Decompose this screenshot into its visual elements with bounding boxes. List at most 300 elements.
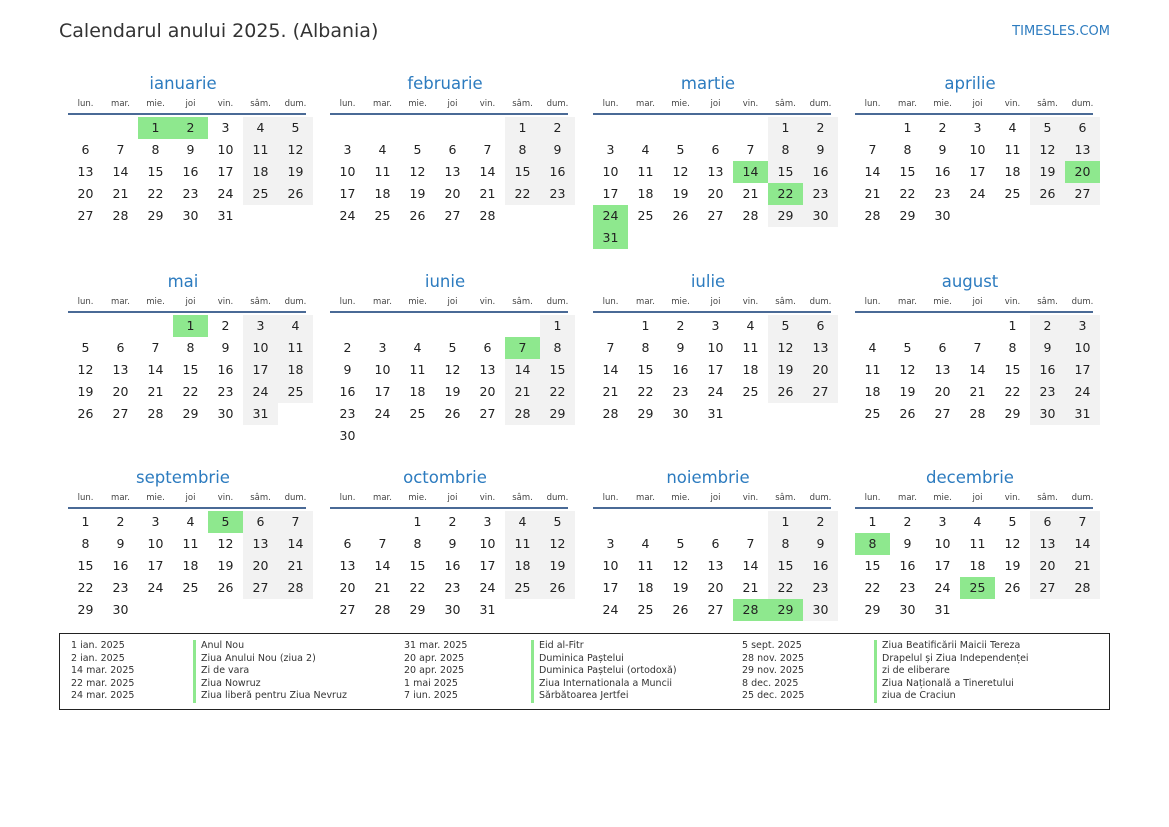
day-cell: 11	[637, 164, 654, 179]
day-cell: 4	[868, 340, 877, 355]
day-cell: 26	[217, 580, 234, 595]
day-cell: 27	[707, 208, 724, 223]
day-cell: 24	[1065, 381, 1100, 403]
day-cell: 27	[707, 602, 724, 617]
day-cell: 28	[479, 208, 496, 223]
day-cell: 28	[147, 406, 164, 421]
day-cell: 11	[742, 340, 759, 355]
weekday-label: sâm.	[1037, 493, 1058, 503]
day-cell: 20	[112, 384, 129, 399]
weekday-label: mar.	[898, 297, 917, 307]
day-grid	[593, 315, 831, 425]
weekday-label: vin.	[742, 99, 759, 109]
weekday-label: joi	[185, 493, 196, 503]
day-cell: 10	[934, 536, 951, 551]
day-cell: 1	[768, 511, 803, 533]
legend-date: 25 dec. 2025	[742, 690, 805, 701]
day-cell: 23	[112, 580, 129, 595]
legend-date: 1 ian. 2025	[71, 640, 125, 651]
day-cell: 27	[339, 602, 356, 617]
day-cell: 18	[637, 580, 654, 595]
weekday-label: lun.	[602, 99, 619, 109]
legend-holiday-name: Sărbătoarea Jertfei	[539, 690, 629, 701]
day-cell: 15	[147, 164, 164, 179]
day-cell: 19	[899, 384, 916, 399]
day-grid	[330, 117, 568, 227]
weekday-label: lun.	[77, 297, 94, 307]
day-cell: 3	[343, 142, 352, 157]
weekday-label: lun.	[602, 297, 619, 307]
day-cell: 23	[934, 186, 951, 201]
day-cell: 7	[1065, 511, 1100, 533]
day-cell: 19	[77, 384, 94, 399]
day-cell: 6	[711, 536, 720, 551]
weekday-header	[593, 293, 831, 313]
weekday-label: vin.	[217, 99, 234, 109]
holiday-day-cell: 25	[960, 577, 995, 599]
day-cell: 9	[1030, 337, 1065, 359]
day-cell: 9	[343, 362, 352, 377]
day-cell: 6	[116, 340, 125, 355]
day-cell: 13	[77, 164, 94, 179]
day-cell: 25	[409, 406, 426, 421]
month-name: martie	[680, 74, 736, 93]
weekday-label: dum.	[546, 297, 569, 307]
day-cell: 18	[505, 555, 540, 577]
site-link[interactable]: TIMESLES.COM	[1012, 24, 1110, 39]
day-cell: 12	[409, 164, 426, 179]
day-cell: 1	[540, 315, 575, 337]
day-cell: 18	[374, 186, 391, 201]
weekday-label: mie.	[671, 493, 690, 503]
day-cell: 6	[938, 340, 947, 355]
day-cell: 8	[1008, 340, 1017, 355]
weekday-label: mar.	[373, 297, 392, 307]
day-cell: 4	[243, 117, 278, 139]
day-cell: 27	[243, 577, 278, 599]
legend-holiday-name: Ziua Internationala a Muncii	[539, 677, 673, 689]
day-cell: 22	[182, 384, 199, 399]
day-cell: 24	[339, 208, 356, 223]
day-cell: 18	[243, 161, 278, 183]
day-cell: 25	[505, 577, 540, 599]
day-cell: 5	[676, 536, 685, 551]
weekday-label: mie.	[408, 493, 427, 503]
day-cell: 30	[182, 208, 199, 223]
weekday-label: dum.	[1071, 297, 1094, 307]
day-cell: 23	[444, 580, 461, 595]
legend-holiday-name: Anul Nou	[201, 640, 245, 651]
day-cell: 4	[278, 315, 313, 337]
day-cell: 5	[676, 142, 685, 157]
day-cell: 14	[742, 558, 759, 573]
day-cell: 10	[374, 362, 391, 377]
legend-date: 14 mar. 2025	[71, 665, 135, 676]
day-cell: 11	[505, 533, 540, 555]
weekday-label: joi	[185, 99, 196, 109]
day-cell: 14	[602, 362, 619, 377]
weekday-label: joi	[447, 297, 458, 307]
day-cell: 12	[217, 536, 234, 551]
weekday-label: sâm.	[512, 493, 533, 503]
day-cell: 29	[768, 205, 803, 227]
legend-dates-col-2	[404, 640, 467, 703]
day-cell: 29	[147, 208, 164, 223]
weekday-label: mie.	[671, 99, 690, 109]
day-cell: 5	[1008, 514, 1017, 529]
day-cell: 18	[969, 558, 986, 573]
day-cell: 26	[768, 381, 803, 403]
month-name: iulie	[690, 272, 726, 291]
day-cell: 15	[505, 161, 540, 183]
day-cell: 21	[864, 186, 881, 201]
day-cell: 2	[676, 318, 685, 333]
day-cell: 24	[934, 580, 951, 595]
weekday-label: dum.	[546, 493, 569, 503]
month-iulie	[585, 271, 831, 425]
weekday-label: vin.	[217, 297, 234, 307]
day-cell: 1	[81, 514, 90, 529]
day-cell: 4	[641, 536, 650, 551]
weekday-header	[330, 293, 568, 313]
legend-date: 20 apr. 2025	[404, 665, 465, 676]
day-cell: 14	[864, 164, 881, 179]
day-cell: 21	[479, 186, 496, 201]
day-cell: 20	[77, 186, 94, 201]
day-cell: 22	[77, 580, 94, 595]
day-cell: 4	[413, 340, 422, 355]
day-cell: 22	[505, 183, 540, 205]
holiday-day-cell: 22	[768, 183, 803, 205]
legend-holiday-name: Ziua Anului Nou (ziua 2)	[201, 652, 316, 664]
day-cell: 9	[540, 139, 575, 161]
day-cell: 30	[672, 406, 689, 421]
weekday-header	[68, 293, 306, 313]
day-cell: 4	[973, 514, 982, 529]
day-cell: 26	[1030, 183, 1065, 205]
weekday-label: dum.	[284, 297, 307, 307]
day-cell: 6	[448, 142, 457, 157]
day-cell: 21	[602, 384, 619, 399]
day-cell: 24	[707, 384, 724, 399]
day-cell: 22	[1004, 384, 1021, 399]
day-cell: 28	[505, 403, 540, 425]
day-cell: 25	[742, 384, 759, 399]
day-cell: 16	[217, 362, 234, 377]
day-grid	[855, 117, 1093, 227]
day-cell: 27	[112, 406, 129, 421]
day-cell: 16	[672, 362, 689, 377]
weekday-label: mie.	[933, 99, 952, 109]
day-cell: 7	[746, 536, 755, 551]
day-cell: 2	[221, 318, 230, 333]
day-cell: 11	[1004, 142, 1021, 157]
weekday-label: dum.	[1071, 493, 1094, 503]
day-cell: 15	[1004, 362, 1021, 377]
month-name: ianuarie	[149, 74, 217, 93]
day-cell: 1	[768, 117, 803, 139]
month-name: octombrie	[403, 468, 487, 487]
weekday-header	[330, 95, 568, 115]
day-cell: 20	[707, 186, 724, 201]
day-cell: 1	[641, 318, 650, 333]
day-cell: 21	[742, 186, 759, 201]
day-cell: 4	[378, 142, 387, 157]
day-cell: 5	[413, 142, 422, 157]
day-cell: 20	[339, 580, 356, 595]
weekday-label: vin.	[217, 493, 234, 503]
day-cell: 23	[217, 384, 234, 399]
day-cell: 7	[868, 142, 877, 157]
day-cell: 12	[444, 362, 461, 377]
weekday-header	[855, 293, 1093, 313]
day-cell: 25	[374, 208, 391, 223]
month-decembrie	[847, 467, 1093, 621]
day-cell: 23	[672, 384, 689, 399]
day-cell: 20	[444, 186, 461, 201]
weekday-label: lun.	[77, 493, 94, 503]
month-name: noiembrie	[666, 468, 750, 487]
day-cell: 16	[540, 161, 575, 183]
holiday-day-cell: 14	[733, 161, 768, 183]
weekday-label: joi	[710, 493, 721, 503]
holiday-day-cell: 24	[593, 205, 628, 227]
day-cell: 26	[672, 602, 689, 617]
day-cell: 13	[707, 164, 724, 179]
weekday-label: sâm.	[512, 99, 533, 109]
weekday-label: lun.	[339, 297, 356, 307]
day-cell: 1	[903, 120, 912, 135]
day-cell: 9	[221, 340, 230, 355]
day-cell: 19	[217, 558, 234, 573]
day-cell: 30	[899, 602, 916, 617]
weekday-label: sâm.	[250, 297, 271, 307]
day-cell: 27	[1065, 183, 1100, 205]
month-name: august	[941, 272, 999, 291]
day-cell: 6	[803, 315, 838, 337]
day-cell: 29	[899, 208, 916, 223]
day-cell: 15	[899, 164, 916, 179]
day-cell: 9	[803, 533, 838, 555]
day-cell: 23	[803, 183, 838, 205]
weekday-label: mie.	[408, 99, 427, 109]
day-cell: 19	[672, 580, 689, 595]
weekday-label: mie.	[146, 493, 165, 503]
page-title: Calendarul anului 2025. (Albania)	[59, 20, 379, 42]
day-cell: 18	[409, 384, 426, 399]
day-cell: 12	[1004, 536, 1021, 551]
day-cell: 30	[217, 406, 234, 421]
weekday-label: sâm.	[775, 493, 796, 503]
weekday-label: mar.	[636, 493, 655, 503]
day-cell: 26	[409, 208, 426, 223]
day-cell: 10	[602, 558, 619, 573]
day-cell: 22	[409, 580, 426, 595]
legend-holiday-name: ziua de Craciun	[882, 690, 956, 701]
day-cell: 17	[339, 186, 356, 201]
legend-date: 31 mar. 2025	[404, 640, 468, 651]
weekday-label: dum.	[546, 99, 569, 109]
legend-holiday-name: Drapelul și Ziua Independenței	[882, 652, 1029, 664]
day-cell: 8	[768, 533, 803, 555]
day-cell: 20	[243, 555, 278, 577]
day-cell: 2	[803, 511, 838, 533]
legend-date: 22 mar. 2025	[71, 677, 135, 689]
day-cell: 8	[151, 142, 160, 157]
day-cell: 1	[413, 514, 422, 529]
day-cell: 30	[444, 602, 461, 617]
legend-dates-col-1	[71, 640, 134, 703]
legend-holiday-name: Ziua liberă pentru Ziua Nevruz	[201, 690, 347, 701]
day-cell: 15	[540, 359, 575, 381]
day-cell: 29	[182, 406, 199, 421]
day-cell: 18	[278, 359, 313, 381]
day-cell: 15	[409, 558, 426, 573]
weekday-label: lun.	[339, 99, 356, 109]
weekday-label: sâm.	[512, 297, 533, 307]
day-cell: 6	[483, 340, 492, 355]
day-cell: 22	[899, 186, 916, 201]
day-cell: 28	[742, 208, 759, 223]
weekday-label: mar.	[373, 493, 392, 503]
weekday-label: joi	[447, 493, 458, 503]
month-noiembrie	[585, 467, 831, 621]
day-cell: 4	[505, 511, 540, 533]
day-cell: 31	[1065, 403, 1100, 425]
weekday-label: lun.	[77, 99, 94, 109]
month-name: mai	[167, 272, 199, 291]
day-cell: 12	[77, 362, 94, 377]
weekday-label: mar.	[111, 493, 130, 503]
day-cell: 14	[374, 558, 391, 573]
weekday-label: mie.	[933, 493, 952, 503]
day-cell: 8	[505, 139, 540, 161]
weekday-label: lun.	[339, 493, 356, 503]
month-aprilie	[847, 73, 1093, 227]
day-cell: 29	[864, 602, 881, 617]
day-cell: 3	[1065, 315, 1100, 337]
day-cell: 30	[1030, 403, 1065, 425]
day-cell: 13	[803, 337, 838, 359]
day-cell: 18	[182, 558, 199, 573]
day-cell: 19	[768, 359, 803, 381]
weekday-label: vin.	[479, 493, 496, 503]
weekday-label: dum.	[1071, 99, 1094, 109]
legend-date: 29 nov. 2025	[742, 665, 805, 676]
day-cell: 11	[969, 536, 986, 551]
day-cell: 13	[1030, 533, 1065, 555]
day-cell: 20	[934, 384, 951, 399]
weekday-label: joi	[710, 297, 721, 307]
weekday-header	[855, 95, 1093, 115]
day-cell: 6	[1065, 117, 1100, 139]
holiday-day-cell: 1	[173, 315, 208, 337]
day-cell: 16	[182, 164, 199, 179]
day-cell: 10	[1065, 337, 1100, 359]
legend-names-col-2	[531, 640, 677, 703]
day-cell: 23	[1030, 381, 1065, 403]
day-cell: 2	[803, 117, 838, 139]
legend-names-col-1	[193, 640, 347, 703]
day-cell: 3	[973, 120, 982, 135]
legend-holiday-name: Eid al-Fitr	[539, 640, 584, 651]
day-cell: 17	[707, 362, 724, 377]
day-cell: 15	[77, 558, 94, 573]
day-cell: 12	[1030, 139, 1065, 161]
day-cell: 9	[938, 142, 947, 157]
day-cell: 10	[217, 142, 234, 157]
holiday-legend	[59, 633, 1110, 710]
weekday-label: vin.	[1004, 297, 1021, 307]
day-cell: 21	[278, 555, 313, 577]
day-cell: 31	[707, 406, 724, 421]
day-cell: 13	[339, 558, 356, 573]
holiday-day-cell: 2	[173, 117, 208, 139]
day-cell: 11	[409, 362, 426, 377]
day-cell: 2	[448, 514, 457, 529]
month-name: iunie	[424, 272, 466, 291]
day-cell: 10	[147, 536, 164, 551]
day-cell: 17	[217, 164, 234, 179]
day-cell: 10	[707, 340, 724, 355]
day-cell: 12	[899, 362, 916, 377]
day-cell: 14	[969, 362, 986, 377]
legend-holiday-name: Zi de vara	[201, 665, 250, 676]
weekday-label: vin.	[479, 99, 496, 109]
weekday-label: lun.	[864, 297, 881, 307]
day-cell: 24	[479, 580, 496, 595]
day-cell: 28	[278, 577, 313, 599]
day-cell: 18	[864, 384, 881, 399]
month-iunie	[322, 271, 568, 447]
day-cell: 17	[969, 164, 986, 179]
weekday-label: joi	[972, 493, 983, 503]
day-cell: 30	[112, 602, 129, 617]
day-cell: 15	[768, 555, 803, 577]
day-cell: 26	[77, 406, 94, 421]
legend-names-col-3	[874, 640, 1029, 703]
day-cell: 31	[217, 208, 234, 223]
day-cell: 29	[637, 406, 654, 421]
day-cell: 13	[1065, 139, 1100, 161]
day-cell: 23	[803, 577, 838, 599]
day-cell: 9	[448, 536, 457, 551]
day-cell: 4	[641, 142, 650, 157]
day-cell: 9	[676, 340, 685, 355]
day-cell: 17	[602, 186, 619, 201]
day-cell: 14	[147, 362, 164, 377]
day-cell: 24	[147, 580, 164, 595]
weekday-label: mie.	[146, 99, 165, 109]
day-cell: 24	[217, 186, 234, 201]
legend-holiday-name: Ziua Națională a Tineretului	[882, 677, 1014, 689]
day-cell: 3	[151, 514, 160, 529]
holiday-day-cell: 28	[733, 599, 768, 621]
day-cell: 21	[969, 384, 986, 399]
day-cell: 21	[147, 384, 164, 399]
day-cell: 2	[938, 120, 947, 135]
day-cell: 21	[112, 186, 129, 201]
day-cell: 3	[938, 514, 947, 529]
day-cell: 17	[479, 558, 496, 573]
day-cell: 11	[374, 164, 391, 179]
holiday-day-cell: 20	[1065, 161, 1100, 183]
day-cell: 12	[672, 558, 689, 573]
day-cell: 1	[1008, 318, 1017, 333]
holiday-day-cell: 7	[505, 337, 540, 359]
day-cell: 2	[116, 514, 125, 529]
weekday-header	[593, 489, 831, 509]
